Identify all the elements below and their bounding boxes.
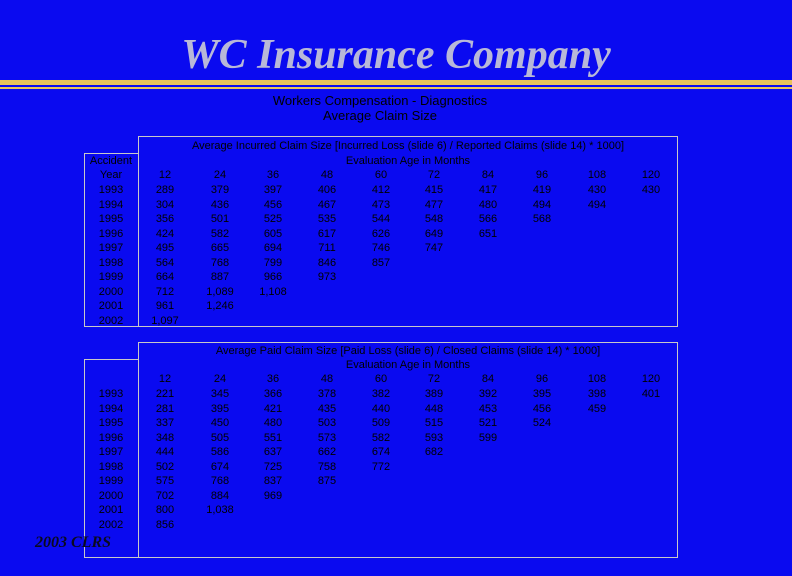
table-subheader: Evaluation Age in Months xyxy=(345,155,471,167)
column-header: 84 xyxy=(481,169,495,181)
table-header: Average Incurred Claim Size [Incurred Loss (slide 6) / Reported Claims (slide 14) * 1000] xyxy=(191,140,625,152)
value-cell: 682 xyxy=(424,446,444,458)
column-header: 36 xyxy=(266,373,280,385)
value-cell: 397 xyxy=(263,184,283,196)
year-cell: 1998 xyxy=(98,257,124,269)
value-cell: 419 xyxy=(532,184,552,196)
column-header: 48 xyxy=(320,373,334,385)
value-cell: 389 xyxy=(424,388,444,400)
column-header: 36 xyxy=(266,169,280,181)
value-cell: 495 xyxy=(155,242,175,254)
value-cell: 593 xyxy=(424,432,444,444)
value-cell: 417 xyxy=(478,184,498,196)
value-cell: 568 xyxy=(532,213,552,225)
column-header: 84 xyxy=(481,373,495,385)
value-cell: 412 xyxy=(371,184,391,196)
value-cell: 366 xyxy=(263,388,283,400)
value-cell: 969 xyxy=(263,490,283,502)
rowhead-label: Accident xyxy=(89,155,133,167)
value-cell: 444 xyxy=(155,446,175,458)
value-cell: 337 xyxy=(155,417,175,429)
value-cell: 406 xyxy=(317,184,337,196)
value-cell: 430 xyxy=(641,184,661,196)
value-cell: 651 xyxy=(478,228,498,240)
value-cell: 711 xyxy=(318,242,336,254)
value-cell: 662 xyxy=(317,446,337,458)
column-header: 60 xyxy=(374,169,388,181)
value-cell: 1,089 xyxy=(206,286,234,298)
value-cell: 674 xyxy=(371,446,391,458)
value-cell: 800 xyxy=(155,504,175,516)
value-cell: 525 xyxy=(263,213,283,225)
value-cell: 887 xyxy=(210,271,230,283)
value-cell: 515 xyxy=(424,417,444,429)
rowhead-label: Year xyxy=(99,169,123,181)
value-cell: 392 xyxy=(478,388,498,400)
year-cell: 1999 xyxy=(98,271,124,283)
table-subheader: Evaluation Age in Months xyxy=(345,359,471,371)
value-cell: 505 xyxy=(210,432,230,444)
value-cell: 617 xyxy=(317,228,337,240)
value-cell: 509 xyxy=(371,417,391,429)
column-header: 120 xyxy=(641,169,661,181)
slide-subtitle-2: Average Claim Size xyxy=(323,108,437,123)
year-cell: 1993 xyxy=(98,388,124,400)
year-cell: 1993 xyxy=(98,184,124,196)
value-cell: 395 xyxy=(532,388,552,400)
value-cell: 875 xyxy=(317,475,337,487)
value-cell: 1,038 xyxy=(206,504,234,516)
value-cell: 758 xyxy=(317,461,337,473)
value-cell: 551 xyxy=(263,432,283,444)
value-cell: 502 xyxy=(155,461,175,473)
column-header: 60 xyxy=(374,373,388,385)
year-cell: 1998 xyxy=(98,461,124,473)
value-cell: 459 xyxy=(587,403,607,415)
value-cell: 345 xyxy=(210,388,230,400)
value-cell: 378 xyxy=(317,388,337,400)
value-cell: 473 xyxy=(371,199,391,211)
value-cell: 382 xyxy=(371,388,391,400)
column-header: 120 xyxy=(641,373,661,385)
value-cell: 401 xyxy=(641,388,661,400)
value-cell: 501 xyxy=(210,213,230,225)
value-cell: 521 xyxy=(478,417,498,429)
value-cell: 973 xyxy=(317,271,337,283)
value-cell: 768 xyxy=(210,257,230,269)
value-cell: 586 xyxy=(210,446,230,458)
value-cell: 535 xyxy=(317,213,337,225)
value-cell: 436 xyxy=(210,199,230,211)
value-cell: 289 xyxy=(155,184,175,196)
value-cell: 966 xyxy=(263,271,283,283)
value-cell: 747 xyxy=(424,242,444,254)
year-cell: 1997 xyxy=(98,446,124,458)
value-cell: 637 xyxy=(263,446,283,458)
value-cell: 746 xyxy=(371,242,391,254)
value-cell: 379 xyxy=(210,184,230,196)
year-cell: 1995 xyxy=(98,417,124,429)
year-cell: 1999 xyxy=(98,475,124,487)
value-cell: 450 xyxy=(210,417,230,429)
column-header: 24 xyxy=(213,373,227,385)
value-cell: 456 xyxy=(532,403,552,415)
value-cell: 424 xyxy=(155,228,175,240)
column-header: 108 xyxy=(587,373,607,385)
value-cell: 664 xyxy=(155,271,175,283)
value-cell: 702 xyxy=(155,490,175,502)
column-header: 24 xyxy=(213,169,227,181)
value-cell: 837 xyxy=(263,475,283,487)
slide-title: WC Insurance Company xyxy=(181,32,611,78)
value-cell: 575 xyxy=(155,475,175,487)
value-cell: 548 xyxy=(424,213,444,225)
value-cell: 772 xyxy=(371,461,391,473)
title-rule-thick xyxy=(0,80,792,85)
value-cell: 448 xyxy=(424,403,444,415)
value-cell: 1,246 xyxy=(206,300,234,312)
year-cell: 1997 xyxy=(98,242,124,254)
year-cell: 2002 xyxy=(98,519,124,531)
year-cell: 1996 xyxy=(98,432,124,444)
value-cell: 480 xyxy=(478,199,498,211)
value-cell: 395 xyxy=(210,403,230,415)
footer-label: 2003 CLRS xyxy=(35,534,112,551)
value-cell: 856 xyxy=(155,519,175,531)
value-cell: 477 xyxy=(424,199,444,211)
slide-subtitle-1: Workers Compensation - Diagnostics xyxy=(272,93,488,108)
value-cell: 674 xyxy=(210,461,230,473)
value-cell: 304 xyxy=(155,199,175,211)
year-cell: 1995 xyxy=(98,213,124,225)
value-cell: 582 xyxy=(210,228,230,240)
value-cell: 768 xyxy=(210,475,230,487)
value-cell: 544 xyxy=(371,213,391,225)
year-cell: 2000 xyxy=(98,286,124,298)
value-cell: 626 xyxy=(371,228,391,240)
value-cell: 415 xyxy=(424,184,444,196)
value-cell: 582 xyxy=(371,432,391,444)
value-cell: 467 xyxy=(317,199,337,211)
value-cell: 494 xyxy=(587,199,607,211)
column-header: 72 xyxy=(427,169,441,181)
value-cell: 712 xyxy=(155,286,175,298)
value-cell: 430 xyxy=(587,184,607,196)
column-header: 12 xyxy=(158,169,172,181)
year-cell: 2000 xyxy=(98,490,124,502)
value-cell: 884 xyxy=(210,490,230,502)
value-cell: 524 xyxy=(532,417,552,429)
value-cell: 857 xyxy=(371,257,391,269)
value-cell: 494 xyxy=(532,199,552,211)
value-cell: 573 xyxy=(317,432,337,444)
column-header: 96 xyxy=(535,169,549,181)
column-header: 12 xyxy=(158,373,172,385)
column-header: 72 xyxy=(427,373,441,385)
value-cell: 456 xyxy=(263,199,283,211)
column-header: 48 xyxy=(320,169,334,181)
value-cell: 649 xyxy=(424,228,444,240)
value-cell: 440 xyxy=(371,403,391,415)
table-header: Average Paid Claim Size [Paid Loss (slide 6) / Closed Claims (slide 14) * 1000] xyxy=(215,345,601,357)
value-cell: 599 xyxy=(478,432,498,444)
value-cell: 503 xyxy=(317,417,337,429)
year-cell: 2001 xyxy=(98,504,124,516)
value-cell: 725 xyxy=(263,461,283,473)
value-cell: 665 xyxy=(210,242,230,254)
value-cell: 1,097 xyxy=(151,315,179,327)
value-cell: 435 xyxy=(317,403,337,415)
year-cell: 2002 xyxy=(98,315,124,327)
value-cell: 605 xyxy=(263,228,283,240)
year-cell: 1994 xyxy=(98,403,124,415)
column-header: 108 xyxy=(587,169,607,181)
year-cell: 1996 xyxy=(98,228,124,240)
year-cell: 1994 xyxy=(98,199,124,211)
value-cell: 564 xyxy=(155,257,175,269)
value-cell: 1,108 xyxy=(259,286,287,298)
value-cell: 846 xyxy=(317,257,337,269)
value-cell: 356 xyxy=(155,213,175,225)
value-cell: 453 xyxy=(478,403,498,415)
value-cell: 694 xyxy=(263,242,283,254)
value-cell: 281 xyxy=(155,403,175,415)
value-cell: 421 xyxy=(263,403,283,415)
value-cell: 398 xyxy=(587,388,607,400)
value-cell: 221 xyxy=(155,388,175,400)
value-cell: 348 xyxy=(155,432,175,444)
value-cell: 566 xyxy=(478,213,498,225)
column-header: 96 xyxy=(535,373,549,385)
year-cell: 2001 xyxy=(98,300,124,312)
title-rule-thin xyxy=(0,87,792,89)
value-cell: 961 xyxy=(155,300,175,312)
value-cell: 480 xyxy=(263,417,283,429)
value-cell: 799 xyxy=(263,257,283,269)
